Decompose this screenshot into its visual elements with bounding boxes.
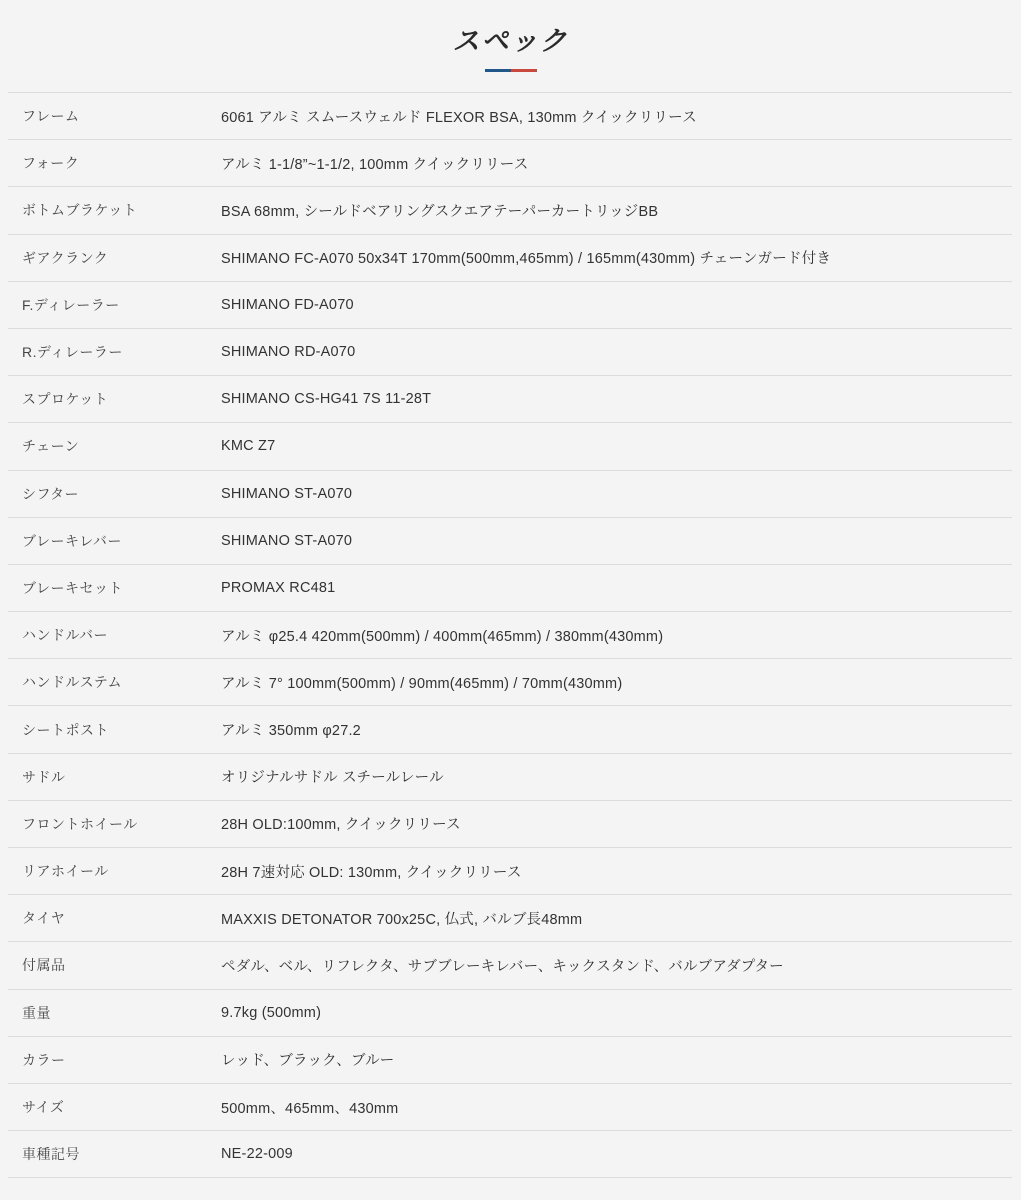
spec-value: SHIMANO CS-HG41 7S 11-28T bbox=[221, 391, 432, 408]
title-underline-red-segment bbox=[511, 69, 537, 72]
spec-label: スプロケット bbox=[22, 391, 109, 408]
spec-row bbox=[8, 140, 1012, 187]
spec-label: 重量 bbox=[22, 1004, 51, 1021]
spec-label: カラー bbox=[22, 1051, 66, 1068]
spec-row bbox=[8, 235, 1012, 282]
spec-row bbox=[8, 990, 1012, 1037]
spec-row bbox=[8, 423, 1012, 470]
spec-label: リアホイール bbox=[22, 863, 109, 880]
spec-row bbox=[8, 471, 1012, 518]
spec-table bbox=[8, 92, 1012, 1178]
spec-value: SHIMANO FC-A070 50x34T 170mm(500mm,465mm) / 165mm(430mm) チェーンガード付き bbox=[221, 251, 832, 268]
spec-label: R.ディレーラー bbox=[22, 344, 123, 361]
spec-value: アルミ 1-1/8”~1-1/2, 100mm クイックリリース bbox=[221, 156, 529, 173]
spec-row bbox=[8, 754, 1012, 801]
spec-value: 500mm、465mm、430mm bbox=[221, 1100, 399, 1117]
spec-row bbox=[8, 1037, 1012, 1084]
spec-label: F.ディレーラー bbox=[22, 296, 120, 313]
spec-label: ギアクランク bbox=[22, 249, 109, 266]
spec-label: タイヤ bbox=[22, 910, 66, 927]
title-underline bbox=[485, 69, 537, 72]
spec-label: 付属品 bbox=[22, 957, 66, 974]
spec-value: NE-22-009 bbox=[221, 1146, 293, 1163]
spec-value: 6061 アルミ スムースウェルド FLEXOR BSA, 130mm クイックリリース bbox=[221, 109, 697, 126]
spec-row bbox=[8, 565, 1012, 612]
spec-label: フレーム bbox=[22, 108, 80, 125]
spec-row bbox=[8, 659, 1012, 706]
spec-section-header bbox=[0, 0, 1021, 92]
spec-value: レッド、ブラック、ブルー bbox=[221, 1053, 395, 1070]
page-title: スペック bbox=[452, 26, 569, 56]
spec-value: 28H 7速対応 OLD: 130mm, クイックリリース bbox=[221, 864, 522, 881]
spec-label: 車種記号 bbox=[22, 1146, 80, 1163]
spec-row bbox=[8, 1084, 1012, 1131]
spec-row bbox=[8, 282, 1012, 329]
spec-row bbox=[8, 1131, 1012, 1178]
spec-value: BSA 68mm, シールドベアリングスクエアテーパーカートリッジBB bbox=[221, 203, 659, 220]
spec-value: SHIMANO ST-A070 bbox=[221, 532, 353, 549]
title-underline-blue-segment bbox=[485, 69, 511, 72]
spec-row bbox=[8, 706, 1012, 753]
spec-row bbox=[8, 187, 1012, 234]
spec-value: SHIMANO ST-A070 bbox=[221, 485, 353, 502]
spec-label: ブレーキセット bbox=[22, 579, 123, 596]
spec-label: サドル bbox=[22, 768, 66, 785]
spec-row bbox=[8, 895, 1012, 942]
spec-value: ペダル、ベル、リフレクタ、サブブレーキレバー、キックスタンド、バルブアダプター bbox=[221, 958, 784, 975]
spec-value: SHIMANO RD-A070 bbox=[221, 344, 356, 361]
spec-row bbox=[8, 93, 1012, 140]
spec-row bbox=[8, 942, 1012, 989]
spec-value: 28H OLD:100mm, クイックリリース bbox=[221, 817, 461, 834]
spec-value: アルミ φ25.4 420mm(500mm) / 400mm(465mm) / 380mm(430mm) bbox=[221, 628, 664, 645]
spec-label: ブレーキレバー bbox=[22, 532, 122, 549]
spec-label: チェーン bbox=[22, 438, 80, 455]
spec-value: アルミ 7° 100mm(500mm) / 90mm(465mm) / 70mm(430mm) bbox=[221, 675, 623, 692]
spec-value: オリジナルサドル スチールレール bbox=[221, 770, 444, 787]
spec-row bbox=[8, 329, 1012, 376]
spec-row bbox=[8, 376, 1012, 423]
spec-label: シートポスト bbox=[22, 721, 109, 738]
spec-row bbox=[8, 848, 1012, 895]
spec-label: ハンドルステム bbox=[22, 674, 123, 691]
spec-row bbox=[8, 612, 1012, 659]
spec-value: SHIMANO FD-A070 bbox=[221, 296, 354, 313]
spec-label: フォーク bbox=[22, 155, 80, 172]
spec-value: MAXXIS DETONATOR 700x25C, 仏式, バルブ長48mm bbox=[221, 911, 583, 928]
spec-row bbox=[8, 801, 1012, 848]
spec-label: ボトムブラケット bbox=[22, 202, 138, 219]
spec-value: KMC Z7 bbox=[221, 438, 276, 455]
spec-label: シフター bbox=[22, 485, 80, 502]
spec-value: PROMAX RC481 bbox=[221, 579, 336, 596]
spec-value: アルミ 350mm φ27.2 bbox=[221, 723, 361, 740]
spec-value: 9.7kg (500mm) bbox=[221, 1004, 322, 1021]
spec-label: ハンドルバー bbox=[22, 627, 109, 644]
spec-row bbox=[8, 518, 1012, 565]
spec-label: サイズ bbox=[22, 1099, 65, 1116]
spec-label: フロントホイール bbox=[22, 815, 138, 832]
